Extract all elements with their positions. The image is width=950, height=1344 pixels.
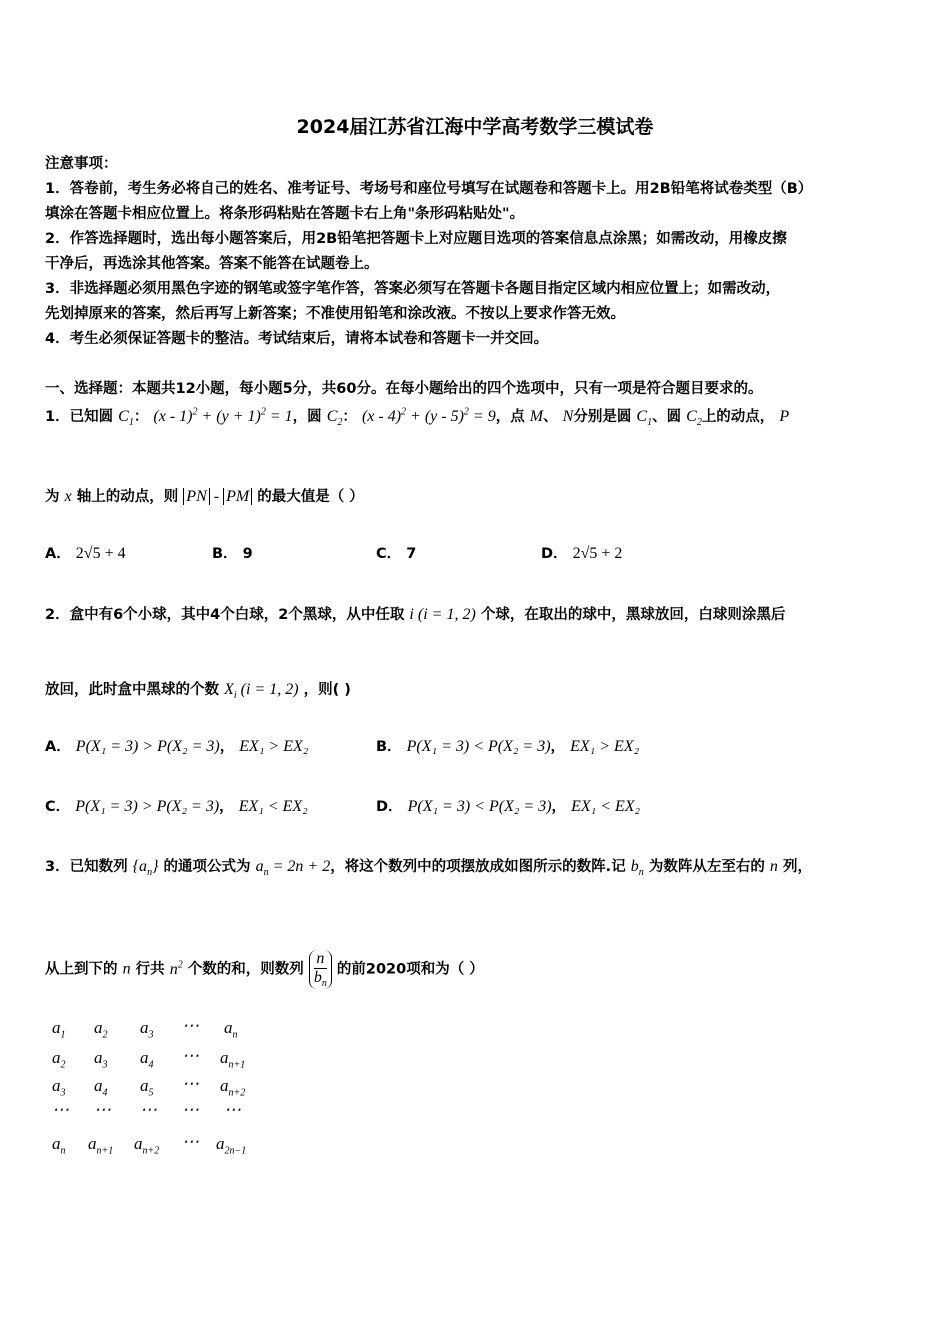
option-formula: P(X₁ = 3) > P(X₂ = 3) [75,738,220,755]
math-c1: $C_1$ [636,408,653,429]
q1-text: 为 [45,489,60,505]
option-formula: P(X₁ = 3) > P(X₂ = 3) [75,798,220,815]
math-i-range: i (i = 1, 2) [409,606,476,623]
math-n: N [562,408,574,425]
math-circle-c1: $(x - 1)^2 + (y + 1)^2 = 1$ [153,406,293,425]
math-seq-n-over-bn: $\frac{n}{b_n}$ [309,950,332,989]
q2-option-a[interactable]: A． P(X₁ = 3) > P(X₂ = 3)， EX₁ > EX₂ [45,738,309,755]
math-c2: $C_2$ [686,408,702,429]
option-value: 7 [406,546,417,562]
q2-text: ，则( ) [303,682,351,698]
q3-text: 从上到下的 [45,961,118,978]
math-m: M [529,408,544,425]
array-cell: ⋯ [140,1100,157,1119]
array-cell: $a_{n+1}$ [220,1048,246,1071]
option-label: A． [45,739,71,755]
option-label: B． [212,546,238,562]
array-cell: ⋯ [182,1016,199,1035]
q1-text: 、 [543,409,558,425]
array-cell: ⋯ [182,1100,199,1119]
notice-heading: 注意事项： [45,156,118,172]
question-3-line-1 [45,855,812,878]
q2-option-b[interactable]: B． P(X₁ = 3) < P(X₂ = 3)， EX₁ > EX₂ [376,738,640,755]
option-label: B． [376,739,402,755]
question-3-line-2 [45,950,484,989]
q3-text: 的通项公式为 [163,859,251,875]
array-cell: ⋯ [94,1100,111,1119]
q1-text: 轴上的动点，则 [76,489,179,505]
array-cell: $a_{n+1}$ [88,1134,114,1157]
array-cell: ⋯ [182,1132,199,1151]
q3-text: ，将这个数列中的项摆放成如图所示的数阵.记 [330,859,626,875]
q1-text: ，圆 [292,409,322,425]
array-cell: $a_1$ [52,1018,66,1041]
option-label: D． [376,799,403,815]
q3-text: 的前2020项和为（ ） [336,961,484,978]
question-2-line-1 [45,603,785,624]
q1-text: 、圆 [652,409,682,425]
q1-option-b[interactable] [212,542,253,563]
array-cell: $a_3$ [52,1076,66,1099]
question-1-line-1: 1．已知圆 $C_1$： $(x - 1)^2 + (y + 1)^2 = 1$，圆 $C_2$： (x - 4)$^2$ + (y - 5)$^2$ = 9，点 M、 N分别是圆 $C_1$、圆 $C_2$上的动点， P [45,406,790,429]
array-cell: $a_2$ [52,1048,66,1071]
math-xi: $X_i$ (i = 1, 2) [224,681,299,702]
notice-line-4: 干净后，再选涂其他答案。答案不能答在试题卷上。 [45,256,379,272]
q1-text: 上的动点， [701,409,775,425]
array-cell: ⋯ [224,1100,241,1119]
q1-option-a[interactable] [45,542,126,563]
math-c2: $C_2$ [326,408,343,429]
math-x: x [64,488,72,505]
option-label: C． [45,799,71,815]
math-n: n [769,858,778,875]
q2-text: 个球，在取出的球中，黑球放回，白球则涂黑后 [480,607,786,623]
page-title: 2024届江苏省江海中学高考数学三模试卷 [296,116,654,138]
math-c1: $C_1$ [118,408,134,429]
math-an-formula: $a_n = 2n + 2$ [255,858,331,879]
q2-text: 2．盒中有6个小球，其中4个白球，2个黑球，从中任取 [45,607,405,623]
q1-text: 分别是圆 [573,409,632,425]
notice-line-7: 4．考生必须保证答题卡的整洁。考试结束后，请将本试卷和答题卡一并交回。 [45,331,549,347]
q2-text: 放回，此时盒中黑球的个数 [45,682,219,698]
q3-text: 3．已知数列 [45,859,128,875]
math-n: n [122,960,131,978]
array-cell: $a_{n+2}$ [220,1076,246,1099]
math-p: P [779,408,790,425]
math-bn: $b_n$ [630,858,644,879]
q3-text: 个数的和，则数列 [187,961,304,978]
array-cell: $a_4$ [94,1076,108,1099]
option-value: 2√5 + 2 [572,545,623,562]
array-cell: $a_3$ [140,1018,154,1041]
option-formula: EX₁ < EX₂ [571,798,641,815]
q1-text: 1．已知圆 [45,409,114,425]
q2-option-c[interactable]: C． P(X₁ = 3) > P(X₂ = 3)， EX₁ < EX₂ [45,798,308,815]
q1-option-c[interactable] [376,542,416,563]
array-cell: $a_{2n-1}$ [216,1134,247,1157]
option-value: 9 [242,546,253,562]
math-n-squared: $n^2$ [169,959,183,978]
q1-text: 的最大值是（ ） [257,489,364,505]
array-cell: ⋯ [182,1074,199,1093]
array-cell: ⋯ [182,1046,199,1065]
option-label: A． [45,546,71,562]
math-circle-c2: (x - 4)$^2$ + (y - 5)$^2$ = 9 [361,406,496,425]
q1-option-d[interactable] [541,542,622,563]
array-cell: $a_2$ [94,1018,108,1041]
q1-text: ，点 [495,409,525,425]
notice-line-2: 填涂在答题卡相应位置上。将条形码粘贴在答题卡右上角"条形码粘贴处"。 [45,206,525,222]
question-1-line-2 [45,485,364,506]
option-label: D． [541,546,568,562]
array-cell: $a_4$ [140,1048,154,1071]
q3-text: 行共 [135,961,165,978]
question-2-line-2 [45,678,351,701]
option-formula: P(X₁ = 3) < P(X₂ = 3) [407,798,552,815]
q2-option-d[interactable]: D． P(X₁ = 3) < P(X₂ = 3)， EX₁ < EX₂ [376,798,641,815]
notice-line-6: 先划掉原来的答案，然后再写上新答案；不准使用铅笔和涂改液。不按以上要求作答无效。 [45,306,625,322]
notice-line-5: 3．非选择题必须用黑色字迹的钢笔或签字笔作答，答案必须写在答题卡各题目指定区域内相应位置上；如需改动， [45,281,781,297]
array-cell: ⋯ [52,1100,69,1119]
q3-text: 为数阵从左至右的 [648,859,765,875]
math-pn-pm: PN - PM [183,488,252,505]
array-cell: $a_5$ [140,1076,154,1099]
array-cell: $a_n$ [52,1134,66,1157]
option-value: 2√5 + 4 [75,545,126,562]
option-label: C． [376,546,402,562]
array-cell: $a_{n+2}$ [134,1134,160,1157]
array-cell: $a_n$ [224,1018,238,1041]
option-formula: P(X₁ = 3) < P(X₂ = 3) [406,738,551,755]
notice-line-1: 1．答卷前，考生务必将自己的姓名、准考证号、考场号和座位号填写在试题卷和答题卡上。用2B铅笔将试卷类型（B） [45,181,813,197]
math-seq-an: $\{a_n\}$ [132,858,159,879]
notice-line-3: 2．作答选择题时，选出每小题答案后，用2B铅笔把答题卡上对应题目选项的答案信息点涂黑；如需改动，用橡皮擦 [45,231,787,247]
q3-text: 列， [782,859,812,875]
array-cell: $a_3$ [94,1048,108,1071]
option-formula: EX₁ > EX₂ [570,738,640,755]
option-formula: EX₁ < EX₂ [238,798,308,815]
option-formula: EX₁ > EX₂ [239,738,309,755]
section-heading: 一、选择题：本题共12小题，每小题5分，共60分。在每小题给出的四个选项中，只有一项是符合题目要求的。 [45,381,763,397]
